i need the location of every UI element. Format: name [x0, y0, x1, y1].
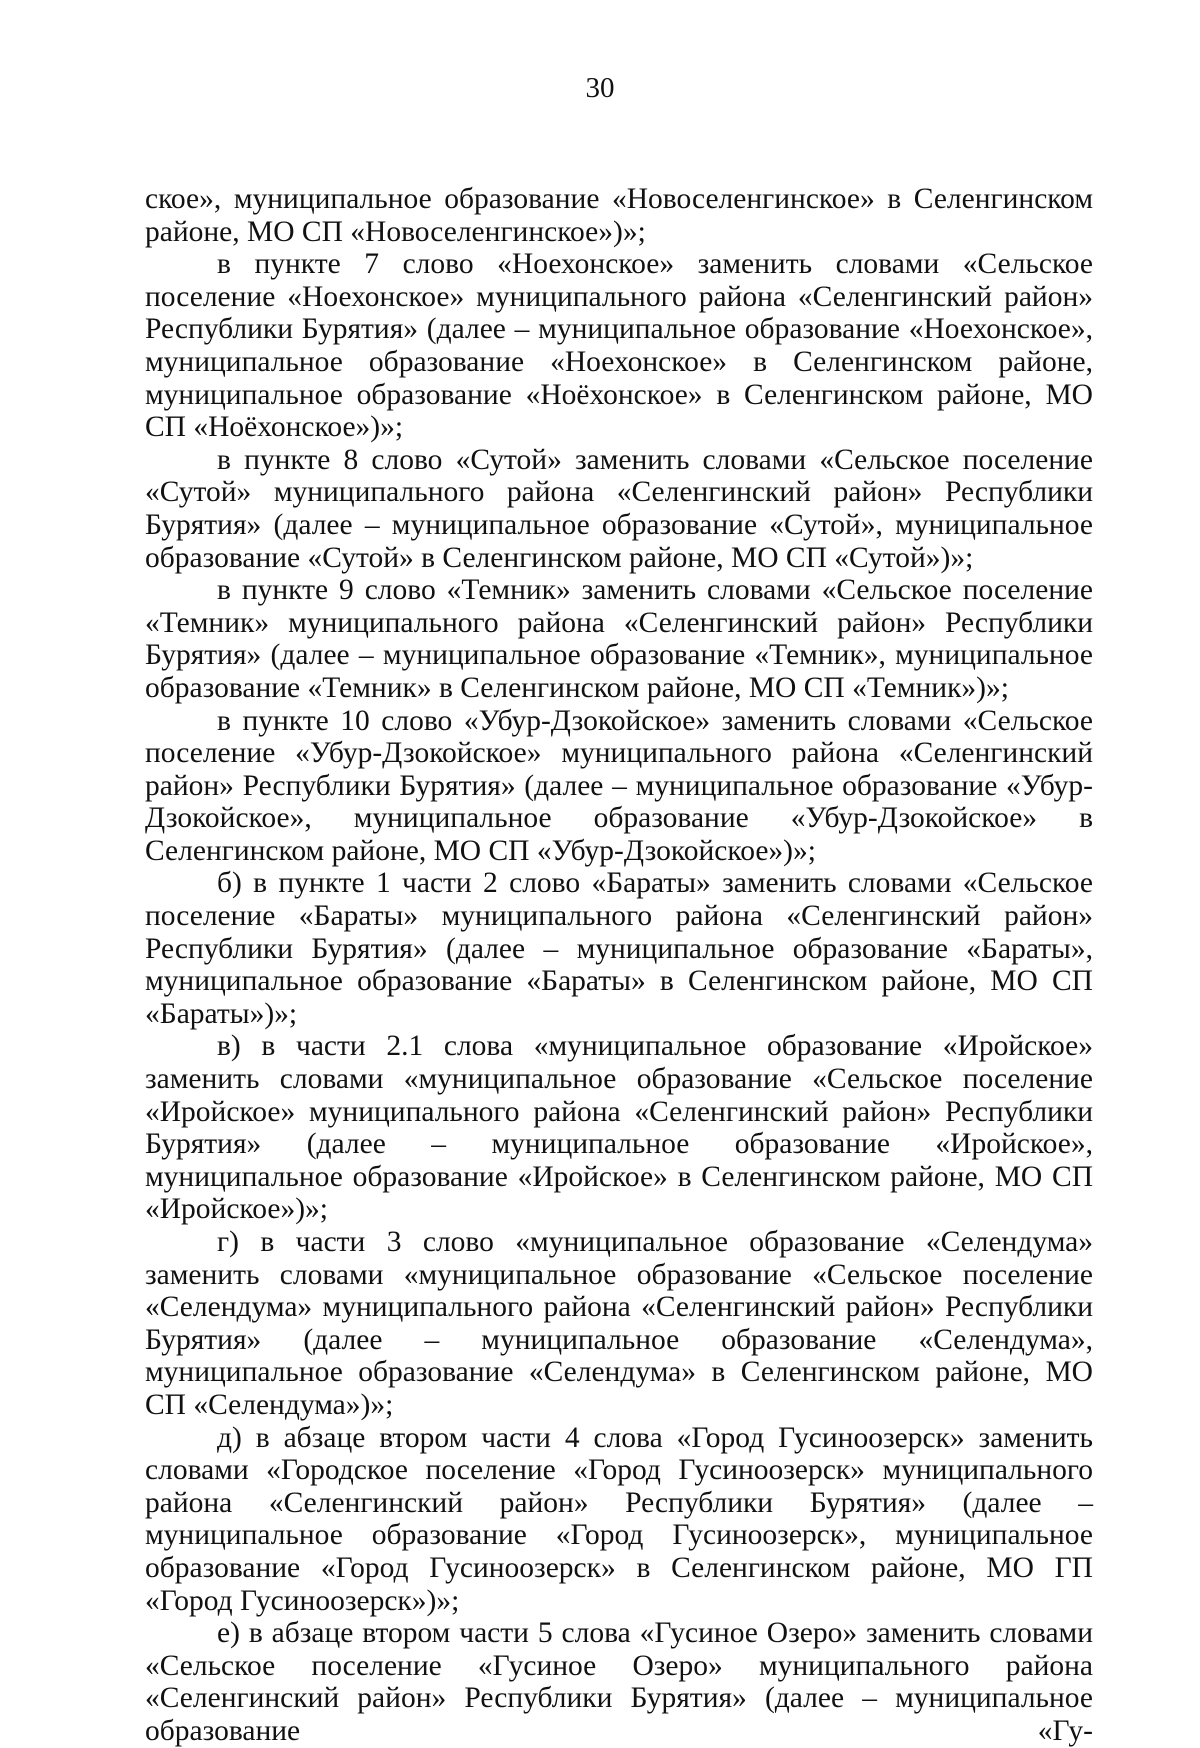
paragraph-item-10: в пункте 10 слово «Убур-Дзокойское» заменить словами «Сельское поселение «Убур-Дзокойское» муниципального района «Селенгинский район» Республики Бурятия» (далее – муниципальное образование «Убур-Дзокойское», муниципальное образование «Убур-Дзокойское» в Селенгинском районе, МО СП «Убур-Дзокойское»)»; — [145, 704, 1093, 867]
paragraph-g: г) в части 3 слово «муниципальное образование «Селендума» заменить словами «муниципальное образование «Сельское поселение «Селендума» муниципального района «Селенгинский район» Республики Бурятия» (далее – муниципальное образование «Селендума», муниципальное образование «Селендума» в Селенгинском районе, МО СП «Селендума»)»; — [145, 1226, 1093, 1421]
paragraph-continuation: ское», муниципальное образование «Новоселенгинское» в Селенгинском районе, МО СП «Новоселенгинское»)»; — [145, 183, 1093, 248]
paragraph-item-8: в пункте 8 слово «Сутой» заменить словами «Сельское поселение «Сутой» муниципального района «Селенгинский район» Республики Бурятия» (далее – муниципальное образование «Сутой», муниципальное образование «Сутой» в Селенгинском районе, МО СП «Сутой»)»; — [145, 443, 1093, 574]
paragraph-item-9: в пункте 9 слово «Темник» заменить словами «Сельское поселение «Темник» муниципального района «Селенгинский район» Республики Бурятия» (далее – муниципальное образование «Темник», муниципальное образование «Темник» в Селенгинском районе, МО СП «Темник»)»; — [145, 574, 1093, 704]
page-number: 30 — [585, 72, 615, 104]
document-body — [145, 183, 1093, 1748]
paragraph-item-7: в пункте 7 слово «Ноехонское» заменить словами «Сельское поселение «Ноехонское» муниципального района «Селенгинский район» Республики Бурятия» (далее – муниципальное образование «Ноехонское», муниципальное образование «Ноехонское» в Селенгинском районе, муниципальное образование «Ноёхонское» в Селенгинском районе, МО СП «Ноёхонское»)»; — [145, 248, 1093, 444]
paragraph-e: е) в абзаце втором части 5 слова «Гусиное Озеро» заменить словами «Сельское поселение «Гусиное Озеро» муниципального района «Селенгинский район» Республики Бурятия» (далее – муниципальное образование «Гу- — [145, 1617, 1093, 1747]
paragraph-b: б) в пункте 1 части 2 слово «Бараты» заменить словами «Сельское поселение «Бараты» муниципального района «Селенгинский район» Республики Бурятия» (далее – муниципальное образование «Бараты», муниципальное образование «Бараты» в Селенгинском районе, МО СП «Бараты»)»; — [145, 867, 1093, 1030]
paragraph-d: д) в абзаце втором части 4 слова «Город Гусиноозерск» заменить словами «Городское поселение «Город Гусиноозерск» муниципального района «Селенгинский район» Республики Бурятия» (далее – муниципальное образование «Город Гусиноозерск», муниципальное образование «Город Гусиноозерск» в Селенгинском районе, МО ГП «Город Гусиноозерск»)»; — [145, 1421, 1093, 1617]
paragraph-v: в) в части 2.1 слова «муниципальное образование «Иройское» заменить словами «муниципальное образование «Сельское поселение «Иройское» муниципального района «Селенгинский район» Республики Бурятия» (далее – муниципальное образование «Иройское», муниципальное образование «Иройское» в Селенгинском районе, МО СП «Иройское»)»; — [145, 1030, 1093, 1226]
